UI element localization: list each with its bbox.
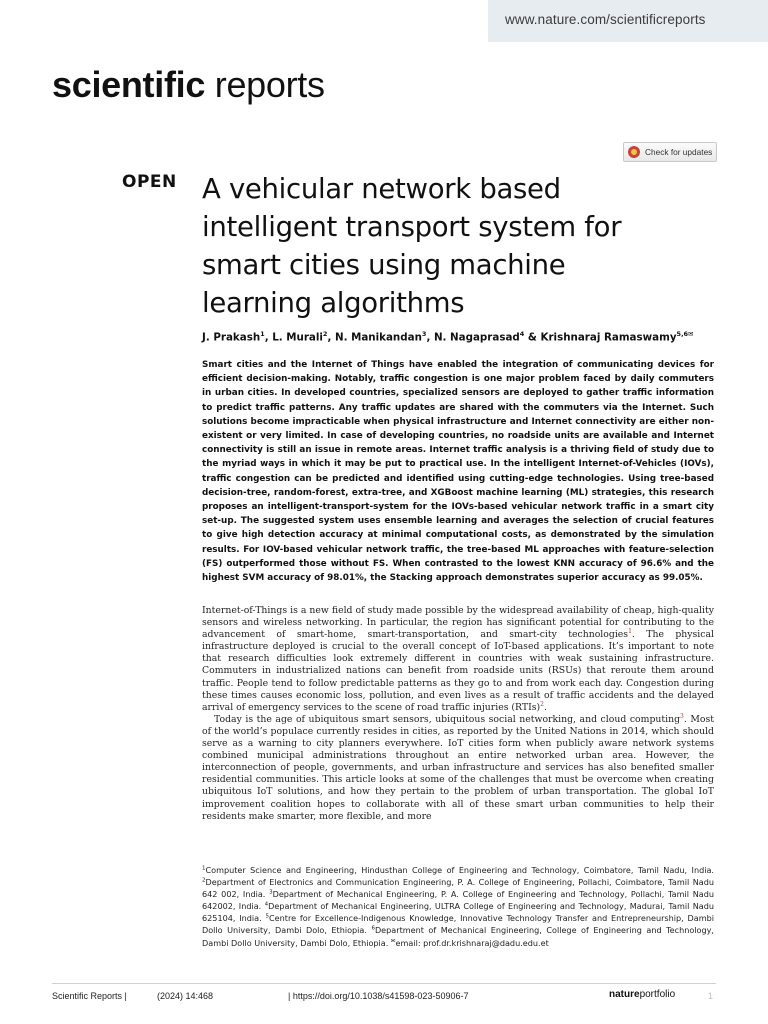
author-affiliation-ref: 2 bbox=[322, 330, 328, 338]
affiliation-text: Computer Science and Engineering, Hindusthan College of Engineering and Technology, Coimbatore, Tamil Nadu, India. bbox=[205, 865, 714, 875]
body-paragraph bbox=[202, 714, 714, 823]
journal-logo[interactable] bbox=[52, 64, 325, 106]
affiliation-text: Department of Electronics and Communication Engineering, P. A. College of Engineering, Pollachi, Coimbatore, Tamil Nadu 642 002, India. bbox=[202, 877, 714, 900]
corresponding-email-link[interactable]: email: prof.dr.krishnaraj@dadu.edu.et bbox=[395, 937, 549, 948]
body-paragraph bbox=[202, 605, 714, 714]
affiliation-number: 4 bbox=[264, 901, 269, 908]
publisher-logo bbox=[609, 989, 675, 1000]
author-name[interactable]: N. Nagaprasad bbox=[433, 331, 520, 344]
affiliation-number: 5 bbox=[265, 913, 270, 920]
author-name[interactable]: J. Prakash bbox=[202, 331, 261, 344]
author-name[interactable]: Krishnaraj Ramaswamy bbox=[540, 331, 677, 344]
author-affiliation-ref: 3 bbox=[421, 330, 427, 338]
author-affiliation-ref[interactable]: 5,6✉ bbox=[676, 330, 694, 338]
check-for-updates-label: Check for updates bbox=[645, 147, 713, 157]
abstract: Smart cities and the Internet of Things have enabled the integration of communicating devices for efficient decision-making. Notably, traffic congestion is one major problem faced by daily commuters in urban cities. In developed countries, specialized sensors are deployed to gather traffic information to predict traffic patterns. Any traffic updates are shared with the commuters via the Internet. Such solutions become impracticable when physical infrastructure and Internet connectivity are either non-existent or very limited. In case of developing countries, no roadside units are available and Internet connectivity is still an issue in remote areas. Internet traffic analysis is a thriving field of study due to the myriad ways in which it may be put to practical use. In the intelligent Internet-of-Vehicles (IOVs), traffic congestion can be predicted and identified using cutting-edge technologies. Using tree-based decision-tree, random-forest, extra-tree, and XGBoost machine learning (ML) strategies, this research proposes an intelligent-transport-system for the IOVs-based vehicular network traffic in a smart city set-up. The suggested system uses ensemble learning and averages the selection of crucial features to give high detection accuracy at minimal computational costs, as demonstrated by the simulation results. For IOV-based vehicular network traffic, the tree-based ML approaches with feature-selection (FS) outperformed those without FS. When contrasted to the lowest KNN accuracy of 96.6% and the highest SVM accuracy of 98.01%, the Stacking approach demonstrates superior accuracy as 99.05%. bbox=[202, 360, 714, 584]
affiliation-text: Centre for Excellence-Indigenous Knowledge, Innovative Technology Transfer and Entrepreneurship, Dambi Dollo University, Dambi Dolo, Ethiopia. bbox=[202, 913, 714, 936]
author-name[interactable]: N. Manikandan bbox=[334, 331, 422, 344]
footer-journal-name: Scientific Reports | bbox=[52, 991, 127, 1001]
journal-logo-light: reports bbox=[205, 64, 325, 105]
affiliation-number: 6 bbox=[371, 925, 375, 932]
doi-link[interactable]: | https://doi.org/10.1038/s41598-023-50906-7 bbox=[288, 991, 469, 1001]
body-text-run: Internet-of-Things is a new field of study made possible by the widespread availability of cheap, high-quality sensors and wireless networking. In particular, the region has significant potential for contributing to the advancement of smart-home, smart-transportation, and smart-city technologies bbox=[202, 605, 714, 641]
affiliations bbox=[202, 864, 714, 949]
affiliation-number: 1 bbox=[202, 865, 206, 872]
body-text-run: . bbox=[544, 701, 547, 713]
page-number: 1 bbox=[708, 991, 714, 1001]
affiliation-text: Department of Mechanical Engineering, P. A. College of Engineering and Technology, Pollachi, Tamil Nadu 642002, India. bbox=[202, 889, 714, 912]
open-access-label: OPEN bbox=[122, 172, 177, 192]
check-for-updates-button[interactable] bbox=[623, 142, 717, 162]
affiliation-text: Department of Mechanical Engineering, College of Engineering and Technology, Dambi Dollo University, Dambi Dolo, Ethiopia. bbox=[202, 925, 714, 948]
article-body bbox=[202, 605, 714, 823]
publisher-logo-light: portfolio bbox=[639, 989, 676, 1000]
crossmark-icon bbox=[628, 146, 640, 158]
author-list: J. Prakash$^1$, L. Murali$^2$, N. Manikandan$^3$, N. Nagaprasad$^4$ & Krishnaraj Ramaswamy$^{5,6✉}$ bbox=[202, 330, 694, 344]
citation-link[interactable]: 2 bbox=[540, 700, 544, 708]
affiliation-number: 2 bbox=[202, 877, 206, 884]
footer-volume: (2024) 14:468 bbox=[157, 991, 214, 1001]
author-affiliation-ref: 4 bbox=[519, 330, 525, 338]
journal-url-link[interactable]: www.nature.com/scientificreports bbox=[505, 12, 706, 27]
author-name[interactable]: L. Murali bbox=[272, 331, 323, 344]
citation-link[interactable]: 3 bbox=[680, 712, 684, 720]
publisher-logo-bold: nature bbox=[609, 989, 640, 1000]
body-text-run: Today is the age of ubiquitous smart sensors, ubiquitous social networking, and cloud computing bbox=[214, 713, 681, 725]
body-text-run: . Most of the world’s populace currently resides in cities, as reported by the United Nations in 2014, which should serve as a warning to city planners everywhere. IoT cities form when publicly aware network systems combined municipal administrations throughout an entire networked urban area. However, the interconnection of people, governments, and urban infrastructure and services has also benefited smaller residential communities. This article looks at some of the challenges that must be overcome when creating ubiquitous IoT solutions, and how they pertain to the problem of urban transportation. The global IoT improvement coalition hopes to collaborate with all of these smart urban communities to help their residents make smarter, more flexible, and more bbox=[202, 713, 714, 822]
citation-link[interactable]: 1 bbox=[628, 628, 632, 636]
article-title: A vehicular network based intelligent transport system for smart cities using machine learning algorithms bbox=[202, 173, 622, 319]
journal-logo-bold: scientific bbox=[52, 64, 206, 105]
body-text-run: . The physical infrastructure deployed is crucial to the overall concept of IoT-based applications. It’s important to note that research difficulties look extremely different in countries with weak sustaining infrastructure. Commuters in industrialized nations can benefit from roadside units (RSUs) that reroute them around traffic. People tend to follow predictable patterns as they go to and from work each day. Congestion during these times causes economic loss, pollution, and even lives as a result of traffic accidents and the delayed arrival of emergency services to the scene of road traffic injuries (RTIs) bbox=[202, 629, 714, 713]
footer-divider bbox=[52, 983, 716, 984]
affiliation-number: 3 bbox=[269, 889, 273, 896]
envelope-icon: ✉ bbox=[390, 937, 396, 944]
affiliation-text: Department of Mechanical Engineering, ULTRA College of Engineering and Technology, Madurai, Tamil Nadu 625104, India. bbox=[202, 901, 714, 924]
author-affiliation-ref: 1 bbox=[260, 330, 265, 338]
